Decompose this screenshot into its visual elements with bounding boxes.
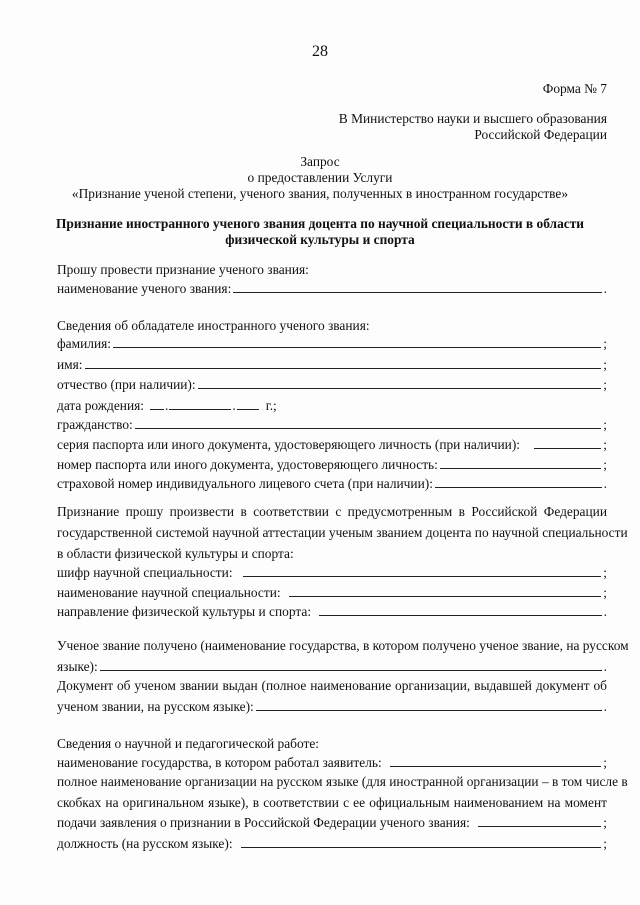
- patronymic-field[interactable]: [57, 373, 607, 393]
- citizenship-label: гражданство:: [57, 417, 133, 432]
- work-country-field[interactable]: [57, 751, 607, 771]
- org-line-1: полное наименование организации на русском языке (для иностранной организации – в том числе в: [57, 774, 628, 789]
- obtained-country-blank[interactable]: [100, 669, 602, 671]
- name-end: ;: [603, 357, 607, 372]
- specialty-name-end: ;: [603, 585, 607, 600]
- org-name-end: ;: [603, 815, 607, 830]
- passport-series-blank[interactable]: [534, 447, 601, 449]
- document-issuer-field[interactable]: [57, 695, 607, 715]
- birth-dot-2: .: [232, 398, 236, 413]
- sport-direction-field[interactable]: [57, 600, 607, 620]
- recognition-line-2: государственной системой научной аттестации ученым званием доцента по научной специальности: [57, 525, 628, 540]
- org-name-label: подачи заявления о признании в Российской Федерации ученого звания:: [57, 815, 470, 830]
- passport-series-end: ;: [603, 437, 607, 452]
- citizenship-end: ;: [603, 417, 607, 432]
- surname-end: ;: [603, 336, 607, 351]
- heading-service-name: «Признание ученой степени, ученого звания, полученных в иностранном государстве»: [71, 186, 569, 201]
- birth-year-blank[interactable]: [237, 408, 259, 410]
- holder-intro: Сведения об обладателе иностранного ученого звания:: [57, 318, 370, 333]
- specialty-name-blank[interactable]: [289, 595, 602, 597]
- birth-date-label: дата рождения:: [57, 398, 144, 413]
- document-issuer-end: .: [603, 699, 607, 714]
- specialty-code-blank[interactable]: [243, 575, 602, 577]
- citizenship-field[interactable]: [57, 413, 607, 433]
- document-issued-line-1: Документ об ученом звании выдан (полное наименование организации, выдавшей документ об: [57, 678, 607, 693]
- document-issuer-blank[interactable]: [256, 709, 602, 711]
- surname-field[interactable]: [57, 332, 607, 352]
- subtitle-line-2: физической культуры и спорта: [225, 232, 415, 247]
- addressee-line-2: Российской Федерации: [474, 127, 607, 142]
- patronymic-blank[interactable]: [198, 387, 602, 389]
- position-end: ;: [603, 836, 607, 851]
- birth-year-suffix: г.;: [265, 398, 277, 413]
- birth-dot-1: .: [165, 398, 169, 413]
- specialty-code-field[interactable]: [57, 561, 607, 581]
- recognition-line-3: в области физической культуры и спорта:: [57, 546, 294, 561]
- snils-label: страховой номер индивидуального лицевого счета (при наличии):: [57, 476, 433, 491]
- title-name-field[interactable]: [57, 277, 607, 297]
- obtained-line-1: Ученое звание получено (наименование государства, в котором получено ученое звание, на русском: [57, 638, 629, 653]
- specialty-name-label: наименование научной специальности:: [57, 585, 281, 600]
- org-name-blank[interactable]: [478, 825, 601, 827]
- addressee-line-1: В Министерство науки и высшего образования: [338, 111, 607, 126]
- position-blank[interactable]: [241, 846, 602, 848]
- title-name-blank[interactable]: [233, 291, 601, 293]
- org-name-field[interactable]: [57, 811, 607, 831]
- work-country-blank[interactable]: [390, 765, 602, 767]
- obtained-country-field[interactable]: [57, 655, 607, 675]
- sport-direction-label: направление физической культуры и спорта:: [57, 604, 312, 619]
- snils-blank[interactable]: [435, 486, 602, 488]
- specialty-code-end: ;: [603, 565, 607, 580]
- title-name-end: .: [603, 281, 607, 296]
- recognition-line-1: Признание прошу произвести в соответствии с предусмотренным в Российской Федерации: [57, 504, 607, 519]
- work-intro: Сведения о научной и педагогической работе:: [57, 736, 320, 751]
- work-country-end: ;: [603, 755, 607, 770]
- work-country-label: наименование государства, в котором работал заявитель:: [57, 755, 382, 770]
- patronymic-end: ;: [603, 377, 607, 392]
- surname-blank[interactable]: [113, 346, 601, 348]
- heading-service: о предоставлении Услуги: [247, 170, 393, 185]
- snils-field[interactable]: [57, 472, 607, 492]
- birth-date-field[interactable]: [57, 394, 607, 414]
- passport-number-blank[interactable]: [440, 467, 601, 469]
- page-number: 28: [312, 43, 328, 60]
- sport-direction-blank[interactable]: [319, 614, 602, 616]
- position-label: должность (на русском языке):: [57, 836, 233, 851]
- snils-end: .: [603, 476, 607, 491]
- specialty-code-label: шифр научной специальности:: [57, 565, 233, 580]
- document-issuer-label: ученом звании, на русском языке):: [57, 699, 254, 714]
- birth-month-blank[interactable]: [169, 408, 231, 410]
- birth-day-blank[interactable]: [150, 408, 164, 410]
- passport-number-end: ;: [603, 457, 607, 472]
- passport-series-field[interactable]: [57, 433, 607, 453]
- specialty-name-field[interactable]: [57, 581, 607, 601]
- form-number: Форма № 7: [542, 81, 607, 96]
- passport-series-label: серия паспорта или иного документа, удостоверяющего личность (при наличии):: [57, 437, 521, 452]
- obtained-country-end: .: [603, 659, 607, 674]
- passport-number-label: номер паспорта или иного документа, удостоверяющего личность:: [57, 457, 438, 472]
- position-field[interactable]: [57, 832, 607, 852]
- subtitle-line-1: Признание иностранного ученого звания доцента по научной специальности в области: [55, 216, 585, 231]
- sport-direction-end: .: [603, 604, 607, 619]
- passport-number-field[interactable]: [57, 453, 607, 473]
- org-line-2: скобках на оригинальном языке), в соответствии с ее официальным наименованием на момент: [57, 795, 607, 810]
- surname-label: фамилия:: [57, 336, 111, 351]
- request-intro: Прошу провести признание ученого звания:: [57, 262, 309, 277]
- name-field[interactable]: [57, 353, 607, 373]
- title-name-label: наименование ученого звания:: [57, 281, 232, 296]
- patronymic-label: отчество (при наличии):: [57, 377, 196, 392]
- heading-request: Запрос: [300, 154, 340, 169]
- name-label: имя:: [57, 357, 83, 372]
- name-blank[interactable]: [85, 367, 602, 369]
- citizenship-blank[interactable]: [135, 427, 602, 429]
- obtained-country-label: языке):: [57, 659, 98, 674]
